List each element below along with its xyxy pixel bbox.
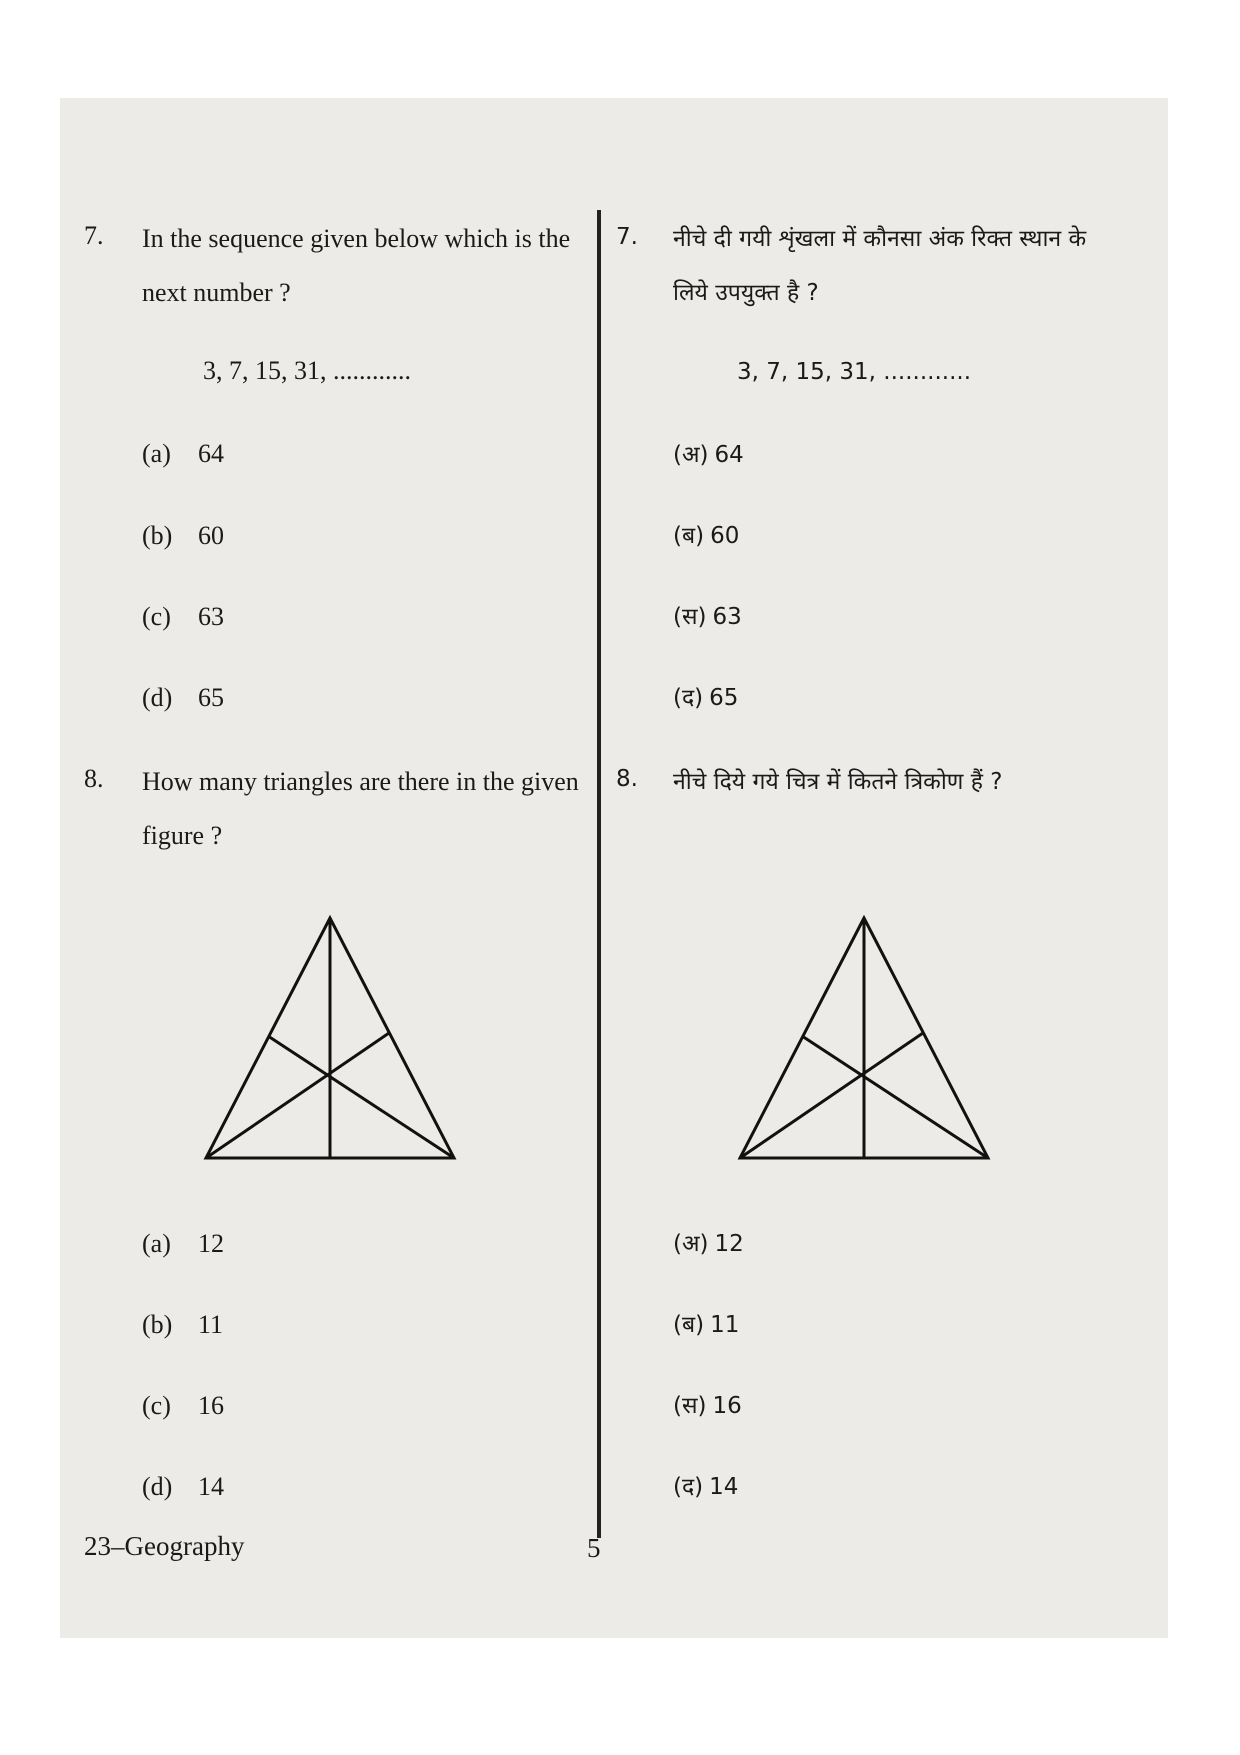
hindi-question-7-option-a: (अ) 64 [673, 442, 744, 468]
question-8-number: 8. [84, 764, 104, 793]
hindi-question-7-number: 7. [616, 224, 638, 250]
hindi-question-7-option-b: (ब) 60 [673, 523, 740, 549]
question-7-option-a: (a) 64 [142, 439, 224, 468]
hindi-question-8-option-d: (द) 14 [673, 1474, 739, 1500]
hindi-question-7-option-c: (स) 63 [673, 604, 742, 630]
question-8-option-c: (c) 16 [142, 1391, 224, 1420]
hindi-question-7-sequence: 3, 7, 15, 31, ............ [737, 359, 972, 385]
question-8-option-d: (d) 14 [142, 1472, 224, 1501]
page-number: 5 [587, 1533, 601, 1563]
hindi-column [610, 0, 1150, 1755]
hindi-question-7-text: नीचे दी गयी शृंखला में कौनसा अंक रिक्त स्थान के लिये उपयुक्त है ? [673, 226, 1087, 306]
question-8-option-b: (b) 11 [142, 1310, 224, 1339]
question-7-sequence: 3, 7, 15, 31, ............ [203, 356, 411, 385]
english-column [0, 0, 579, 1755]
question-8-text: How many triangles are there in the given figure ? [142, 767, 579, 850]
hindi-question-8-option-a: (अ) 12 [673, 1231, 744, 1257]
triangle-figure [200, 910, 460, 1170]
hindi-question-8-number: 8. [616, 766, 638, 792]
hindi-question-8-text: नीचे दिये गये चित्र में कितने त्रिकोण हैं ? [673, 769, 1003, 795]
question-8-option-a: (a) 12 [142, 1229, 224, 1258]
question-7-option-b: (b) 60 [142, 521, 224, 550]
hindi-question-7-option-d: (द) 65 [673, 685, 739, 711]
hindi-question-8-option-b: (ब) 11 [673, 1312, 740, 1338]
footer-subject: 23–Geography [84, 1531, 245, 1561]
question-7-number: 7. [84, 221, 104, 250]
hindi-triangle-figure [734, 910, 994, 1170]
question-7-option-c: (c) 63 [142, 602, 224, 631]
question-7-text: In the sequence given below which is the next number ? [142, 224, 571, 307]
hindi-question-8-option-c: (स) 16 [673, 1393, 742, 1419]
question-7-option-d: (d) 65 [142, 683, 224, 712]
column-divider [597, 210, 601, 1538]
